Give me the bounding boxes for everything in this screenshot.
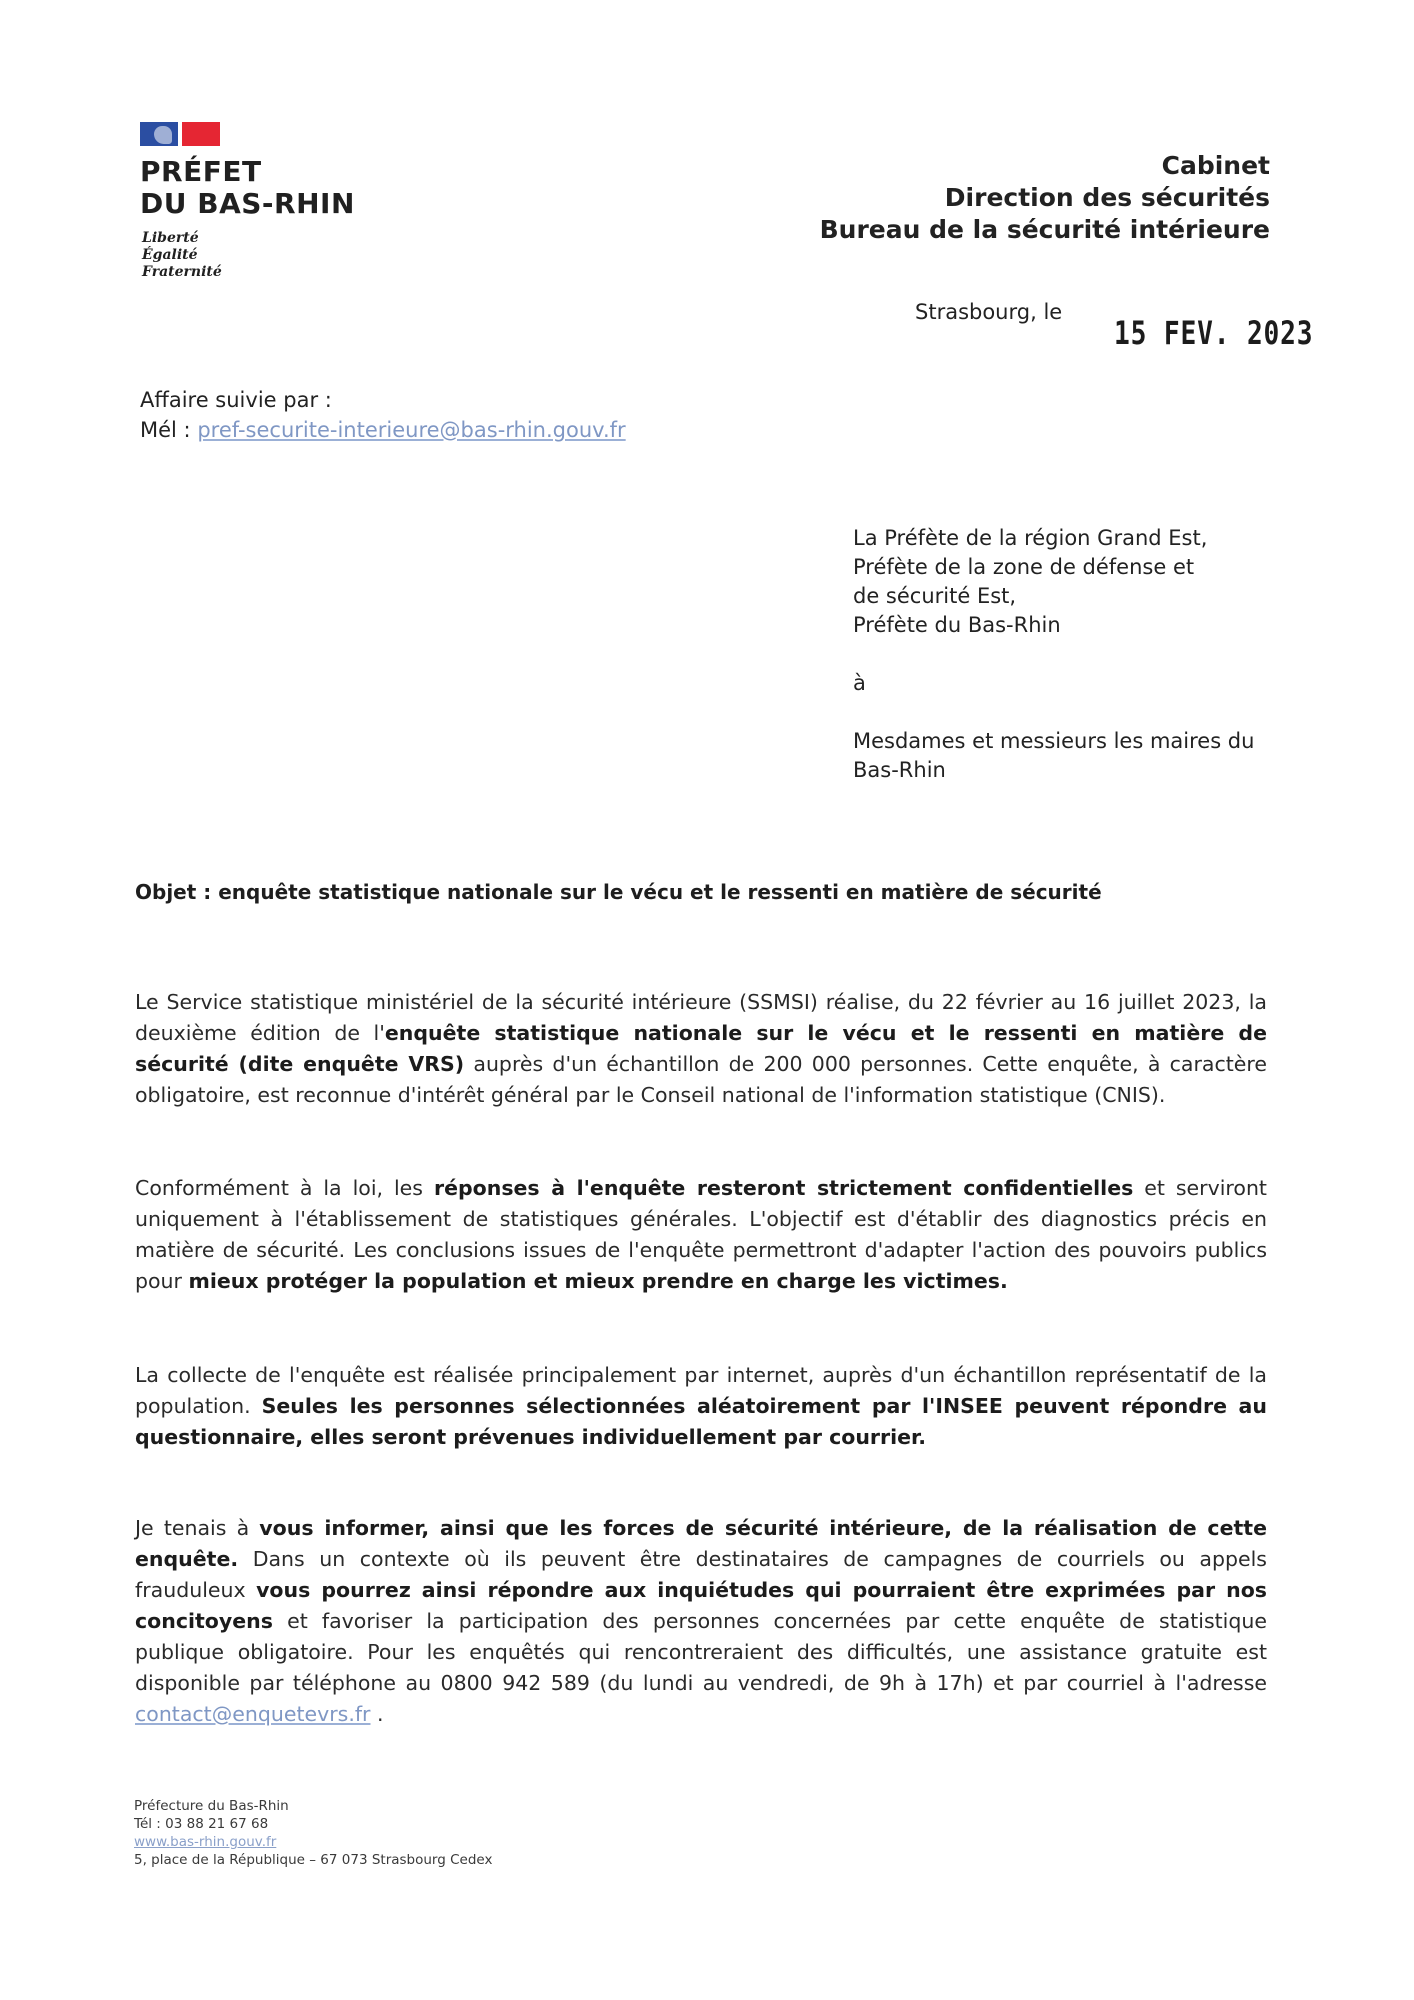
body-paragraph-3 [135, 1360, 1267, 1453]
sender-line: Préfète de la zone de défense et [853, 555, 1195, 579]
flag-red-stripe [182, 122, 220, 146]
p2-bold: réponses à l'enquête resteront strictement confidentielles [433, 1176, 1134, 1200]
service-line-cabinet: Cabinet [1161, 151, 1270, 180]
affaire-label: Affaire suivie par : [140, 388, 332, 412]
footer-address: 5, place de la République – 67 073 Strasbourg Cedex [134, 1852, 493, 1868]
to-word: à [853, 671, 866, 695]
body-paragraph-1 [135, 987, 1267, 1111]
mel-email-link[interactable]: pref-securite-interieure@bas-rhin.gouv.fr [197, 418, 626, 442]
p2-text: Conformément à la loi, les [135, 1176, 434, 1200]
contact-block [140, 385, 626, 445]
motto-fraternite: Fraternité [142, 264, 222, 280]
sender-line: La Préfète de la région Grand Est, [853, 526, 1208, 550]
motto-liberte: Liberté [142, 230, 199, 246]
p3-text: La collecte de l'enquête est réalisée principalement par internet, auprès d'un échantillon représentatif de la population. [135, 1363, 1267, 1418]
footer-tel: Tél : 03 88 21 67 68 [134, 1816, 269, 1832]
flag-blue-stripe [140, 122, 178, 146]
prefecture-title-line1: PRÉFET [140, 155, 262, 188]
assistance-email-link[interactable]: contact@enquetevrs.fr [135, 1702, 371, 1726]
prefecture-title-line2: DU BAS-RHIN [140, 187, 355, 220]
prefecture-title [140, 156, 355, 220]
footer-website-link[interactable]: www.bas-rhin.gouv.fr [134, 1834, 277, 1850]
service-line-direction: Direction des sécurités [944, 183, 1270, 212]
p1-bold: enquête statistique nationale sur le vécu et le ressenti en matière de sécurité (dite enquête VRS) [135, 1021, 1267, 1076]
marianne-logo [140, 122, 220, 146]
addressee-line: Bas-Rhin [853, 758, 946, 782]
p2-text-mid: et serviront uniquement à l'établissement de statistiques générales. L'objectif est d'établir des diagnostics précis en matière de sécurité. Les conclusions issues de l'enquête permettront d'adapter l'action des pouvoirs publics pour [135, 1176, 1267, 1293]
addressee-line: Mesdames et messieurs les maires du [853, 729, 1255, 753]
p2-bold-end: mieux protéger la population et mieux prendre en charge les victimes. [188, 1269, 1008, 1293]
mel-label: Mél : [140, 418, 191, 442]
footer-org: Préfecture du Bas-Rhin [134, 1798, 289, 1814]
service-header [820, 150, 1270, 246]
p4-final-dot: . [370, 1702, 384, 1726]
p1-text: Le Service statistique ministériel de la sécurité intérieure (SSMSI) réalise, du 22 février au 16 juillet 2023, la deuxième édition de l' [135, 990, 1267, 1045]
p1-text-end: auprès d'un échantillon de 200 000 personnes. Cette enquête, à caractère obligatoire, est reconnue d'intérêt général par le Conseil national de l'information statistique (CNIS). [135, 1052, 1267, 1107]
sender-line: Préfète du Bas-Rhin [853, 613, 1061, 637]
footer-block [134, 1797, 492, 1869]
mel-line [140, 415, 626, 445]
motto-egalite: Égalité [142, 247, 198, 263]
place-label: Strasbourg, le [915, 300, 1063, 324]
sender-line: de sécurité Est, [853, 584, 1017, 608]
service-line-bureau: Bureau de la sécurité intérieure [819, 215, 1270, 244]
p4-bold: vous informer, ainsi que les forces de sécurité intérieure, de la réalisation de cette enquête. [135, 1516, 1267, 1571]
body-paragraph-4 [135, 1513, 1267, 1730]
p4-text-mid: Dans un contexte où ils peuvent être destinataires de campagnes de courriels ou appels frauduleux [135, 1547, 1267, 1602]
recipient-block [853, 524, 1283, 785]
body-paragraph-2 [135, 1173, 1267, 1297]
republic-motto [142, 230, 222, 281]
p4-bold-2: vous pourrez ainsi répondre aux inquiétudes qui pourraient être exprimées par nos concitoyens [135, 1578, 1268, 1633]
p4-text: Je tenais à [135, 1516, 260, 1540]
p3-bold: Seules les personnes sélectionnées aléatoirement par l'INSEE peuvent répondre au questionnaire, elles seront prévenues individuellement par courrier. [135, 1394, 1267, 1449]
date-stamp: 15 FEV. 2023 [1114, 314, 1314, 352]
p4-text-end: et favoriser la participation des personnes concernées par cette enquête de statistique publique obligatoire. Pour les enquêtés qui rencontreraient des difficultés, une assistance gratuite est disponible par téléphone au 0800 942 589 (du lundi au vendredi, de 9h à 17h) et par courriel à l'adresse [135, 1609, 1267, 1695]
subject-line: Objet : enquête statistique nationale sur le vécu et le ressenti en matière de sécurité [135, 880, 1102, 904]
